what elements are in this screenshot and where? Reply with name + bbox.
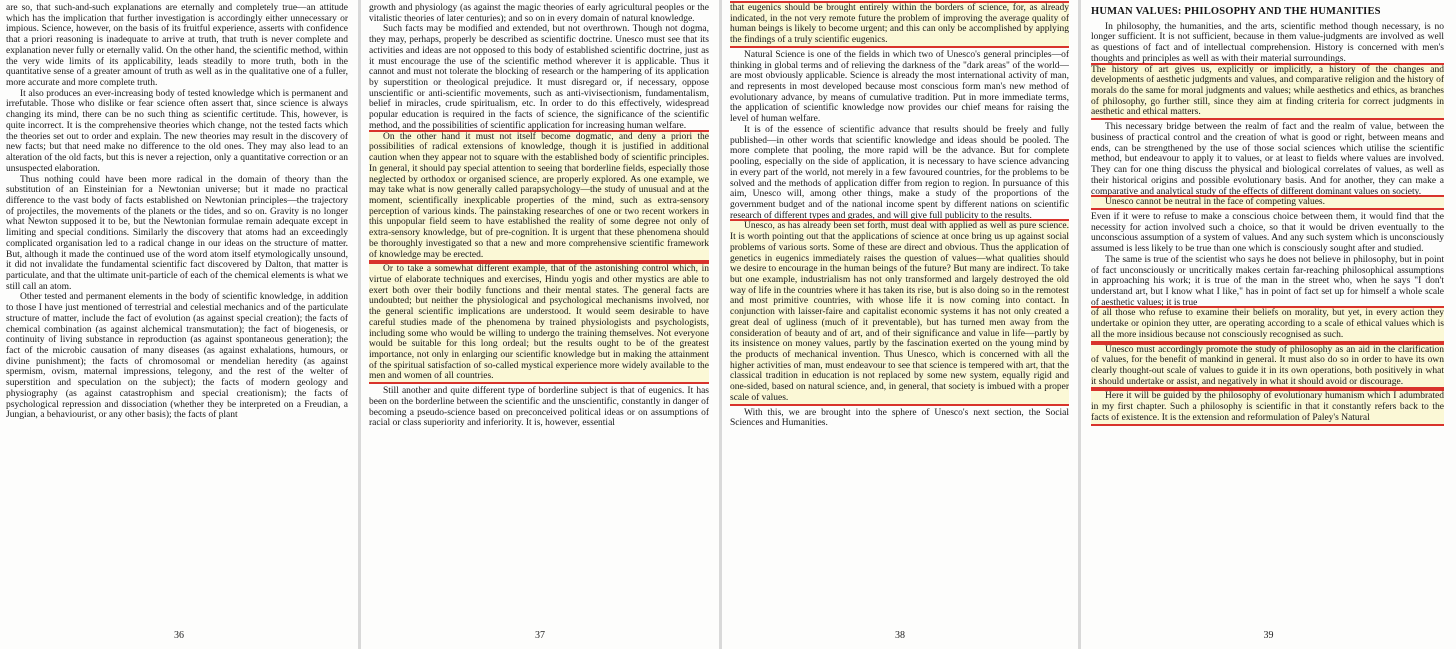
highlighted-paragraph: The history of art gives us, explicitly or implicitly, a history of the changes and developments of aesthetic judgments and values, and comparative religion and the history of morals do the same for moral judgments and values; while aesthetics and ethics, as branches of philosophy, go further still, since they aim at finding criteria for correct judgments in aesthetic and ethical matters. bbox=[1091, 64, 1444, 118]
page-number: 37 bbox=[535, 630, 545, 641]
paragraph: It also produces an ever-increasing body of tested knowledge which is permanent and irrefutable. Those who dislike or fear science often assert that, since science is always changing its mind, there can be no such thing as scientific certitude. This, however, is quite incorrect. It is the comprehensive theories which change, not the tested facts which the theories set out to order and explain. The new theories may result in the discovery of new facts; but that need make no difference to the old ones. They may also lead to an alteration of the old facts, but this is never a rejection, only a quantitative correction or an unsuspected elaboration. bbox=[6, 88, 348, 174]
highlighted-paragraph: Or to take a somewhat different example, that of the astonishing control which, in virtue of elaborate techniques and exercises, Hindu yogis and other mystics are able to exert both over their bodily functions and their mental states. The general facts are undoubted; but neither the physiological and psychological mechanisms involved, nor the general scientific implications are understood. It would seem desirable to have careful studies made of the phenomena by trained physiologists and psychologists, including some who would be willing to undergo the training themselves. Not everyone would be suitable for this long ordeal; but the results ought to be of the greatest importance, not only in enlarging our scientific knowledge but in making the attainment of the spiritual satisfaction of so-called mystical experience more widely available to the men and women of all countries. bbox=[369, 264, 709, 382]
page-39 bbox=[1078, 0, 1456, 649]
paragraph: Natural Science is one of the fields in which two of Unesco's general principles—of thinking in global terms and of relieving the darkness of the "dark areas" of the world—are most obviously applicable. Science is already the most international activity of man, and represents in most developed because most conscious form man's new method of evolutionary advance, by means of cumulative tradition. Put in more immediate terms, the application of scientific knowledge now provides our chief means for raising the level of human welfare. bbox=[730, 49, 1069, 125]
paragraph: It is of the essence of scientific advance that results should be freely and fully published—in other words that scientific knowledge and ideas should be pooled. The more complete that pooling, the more rapid will be the advance. But for complete pooling, especially on the side of application, it is necessary to have science advancing in every part of the world, not merely in a few favoured countries, for the problems to be solved and the methods of application differ from region to region. In pursuance of this aim, Unesco will, among other things, make a study of the proportions of the government budget and of the national income spent by different nations on scientific research of different types and grades, and will give full publicity to the results. bbox=[730, 124, 1069, 221]
page-37-text bbox=[369, 0, 709, 627]
paragraph: The same is true of the scientist who says he does not believe in philosophy, but in point of fact unconsciously or uncritically makes certain far-reaching philosophical assumptions in approaching his work; it is true of the man in the street who, when he says "I don't understand art, but I know what I like," has in point of fact set up for himself a whole scale of aesthetic values; it is true bbox=[1091, 254, 1444, 308]
paragraph: growth and physiology (as against the magic theories of early agricultural peoples or the vitalistic theories of later centuries); and so on in every domain of natural knowledge. bbox=[369, 3, 709, 24]
highlighted-paragraph: Unesco cannot be neutral in the face of competing values. bbox=[1091, 197, 1444, 208]
highlighted-paragraph: Unesco must accordingly promote the study of philosophy as an aid in the clarification of values, for the benefit of mankind in general. It must also do so in order to have its own clearly thought-out scale of values to guide it in its own operations, both positively in what it should undertake or assist, and negatively in what it should avoid or discourage. bbox=[1091, 344, 1444, 387]
highlighted-paragraph: that eugenics should be brought entirely within the borders of science, for, as already indicated, in the not very remote future the problem of improving the average quality of human beings is likely to become urgent; and this can only be accomplished by applying the findings of a truly scientific eugenics. bbox=[730, 3, 1069, 46]
page-39-text bbox=[1091, 0, 1444, 627]
paragraph: Thus nothing could have been more radical in the domain of theory than the substitution of an Einsteinian for a Newtonian universe; but it made no practical difference to the vast body of facts established on Newtonian principles—the trajectory of projectiles, the movements of the planets or the tides, and so on. Gravity is no longer what Newton supposed it to be, but the Newtonian formulae remain adequate except in limiting and special conditions. Similarly the discovery that atoms had an exceedingly complicated organisation led to a radical change in our ideas on the structure of matter. But, although it made the continued use of the word atom itself etymologically unsound, it did not invalidate the fundamental scientific fact discovered by Dalton, that matter is particulate, and that the ultimate unit-particle of each of the chemical elements is what we still call an atom. bbox=[6, 174, 348, 292]
page-number: 36 bbox=[174, 630, 184, 641]
page-number: 38 bbox=[895, 630, 905, 641]
paragraph: Other tested and permanent elements in the body of scientific knowledge, in addition to those I have just mentioned of terrestrial and celestial mechanics and of the particulate structure of matter, include the fact of evolution (as against special creation); the facts of chemical combination (as against alchemical transmutation); the fact of biogenesis, or continuity of living substance in reproduction (as against spontaneous generation); the fact of the microbic causation of many diseases (as against exhalations, humours, or divine punishment); the facts of chromosomal or mendelian heredity (as against spermism, ovism, maternal impressions, telegony, and the rest of the welter of superstition and speculation on the subject); the facts of modern geology and physiography (as against catastrophism and special creationism); the facts of psychological repression and dissociation (whether they be interpreted on a Freudian, a Jungian, a behaviourist, or any other basis); the facts of plant bbox=[6, 292, 348, 421]
highlighted-paragraph: Here it will be guided by the philosophy of evolutionary humanism which I adumbrated in my first chapter. Such a philosophy is scientific in that it constantly refers back to the facts of existence. It is the extension and reformulation of Paley's Natural bbox=[1091, 391, 1444, 423]
paragraph: Even if it were to refuse to make a conscious choice between them, it would find that the necessity for action involved such a choice, so that it would be driven eventually to the unconscious assumption of a system of values. And any such system which is unconsciously assumed is less likely to be true than one which is consciously sought after and studied. bbox=[1091, 211, 1444, 255]
paragraph: With this, we are brought into the sphere of Unesco's next section, the Social Sciences and Humanities. bbox=[730, 407, 1069, 429]
section-title: HUMAN VALUES: PHILOSOPHY AND THE HUMANITIES bbox=[1091, 6, 1381, 17]
page-number: 39 bbox=[1263, 630, 1274, 641]
highlighted-paragraph: of all those who refuse to examine their beliefs on morality, but yet, in every action they undertake or opinion they utter, are operating according to a scale of ethical values which is all the more insidious because not consciously recognised as such. bbox=[1091, 308, 1444, 340]
page-38-text bbox=[730, 0, 1069, 627]
page-36 bbox=[0, 0, 358, 649]
page-36-text bbox=[6, 0, 348, 627]
highlighted-paragraph: Unesco, as has already been set forth, must deal with applied as well as pure science. It is worth pointing out that the applications of science at once bring us up against social problems of various sorts. Some of these are direct and obvious. Thus the application of genetics in eugenics immediately raises the question of values—what qualities should we desire to encourage in the human beings of the future? But many are indirect. To take but one example, industrialism has not only transformed and largely destroyed the old way of life in the countries where it has taken its rise, but is also doing so in the remotest and most primitive countries, with whose life it is now coming into contact. In conjunction with laisser-faire and capitalist economic systems it has not only created a great deal of ugliness (much of it preventable), but has turned men away from the consideration of beauty and of art, and of their significance and value in life—partly by its insistence on money values, partly by the fascination exerted on the young mind by the products of mechanical invention. Thus Unesco, which is concerned with all the higher activities of man, must endeavour to see that science is tempered with art, that the classical tradition in education is not replaced by some new system, equally rigid and one-sided, based on natural science, and, in general, that society is imbued with a proper scale of values. bbox=[730, 221, 1069, 403]
highlighted-paragraph: On the other hand it must not itself become dogmatic, and deny a priori the possibilities of radical extensions of knowledge, though it is justified in additional caution when they appear not to square with the established body of scientific principles. In general, it should pay special attention to seeing that borderline fields, especially those neglected by orthodox or organised science, are properly explored. As one example, we may take what is now generally called parapsychology—the study of unusual and at the moment, scientifically inexplicable properties of the mind, such as extra-sensory perception of various kinds. The painstaking researches of one or two recent workers in this unpopular field seem to have established the reality of some degree not only of extra-sensory knowledge, but of pre-cognition. It is urgent that these phenomena should be thoroughly investigated so that a new and more comprehensive scientific framework of knowledge may be erected. bbox=[369, 131, 709, 260]
paragraph: In philosophy, the humanities, and the arts, scientific method though necessary, is no longer sufficient. It is not sufficient, because in them value-judgments are involved as well as questions of fact and of intellectual comprehension. History is concerned with men's thoughts and principles as well as with their material surroundings. bbox=[1091, 21, 1444, 64]
paragraph: Such facts may be modified and extended, but not overthrown. Though not dogma, they may, perhaps, properly be described as scientific doctrine. Unesco must see that its activities and ideas are not opposed to this body of established scientific doctrine, just as it must encourage the use of the scientific method wherever it is applicable. Thus it cannot and must not tolerate the blocking of research or the hampering of its application by superstition or theological prejudice. It must disregard or, if necessary, oppose unscientific or anti-scientific movements, such as anti-vivisectionism, fundamentalism, belief in miracles, crude spiritualism, etc. In order to do this effectively, widespread popular education is required in the facts of science, the significance of the scientific method, and the possibilities of scientific application for increasing human welfare. bbox=[369, 24, 709, 131]
paragraph: This necessary bridge between the realm of fact and the realm of value, between the business of practical control and the creation of what is good or right, between means and ends, can be strengthened by the use of those social sciences which utilise the scientific method, but endeavour to apply it to values, or at least to fields where values are involved. They can for one thing discuss the physical and biological correlates of values, as well as their historical origins and possible evolutionary basis. And for another, they can make a comparative and analytical study of the effects of different dominant values on society. bbox=[1091, 122, 1444, 197]
paragraph: Still another and quite different type of borderline subject is that of eugenics. It has been on the borderline between the scientific and the unscientific, constantly in danger of becoming a pseudo-science based on preconceived political ideas or on assumptions of racial or class superiority and inferiority. It is, however, essential bbox=[369, 386, 709, 429]
page-37 bbox=[358, 0, 719, 649]
page-38 bbox=[719, 0, 1078, 649]
paragraph: are so, that such-and-such explanations are eternally and completely true—an attitude which has the implication that further investigation is accordingly either unnecessary or impious. Science, however, on the basis of its fruitful experience, asserts with confidence that a priori reasoning is inadequate to arrive at truth, that truth is never complete and explanation never fully or eternally valid. On the other hand, the scientific method, within the very wide limits of its applicability, leads steadily to more truth, both in the quantitative sense of a greater amount of truth as well as in the qualitative one of a fuller, more accurate and more complete truth. bbox=[6, 3, 348, 89]
